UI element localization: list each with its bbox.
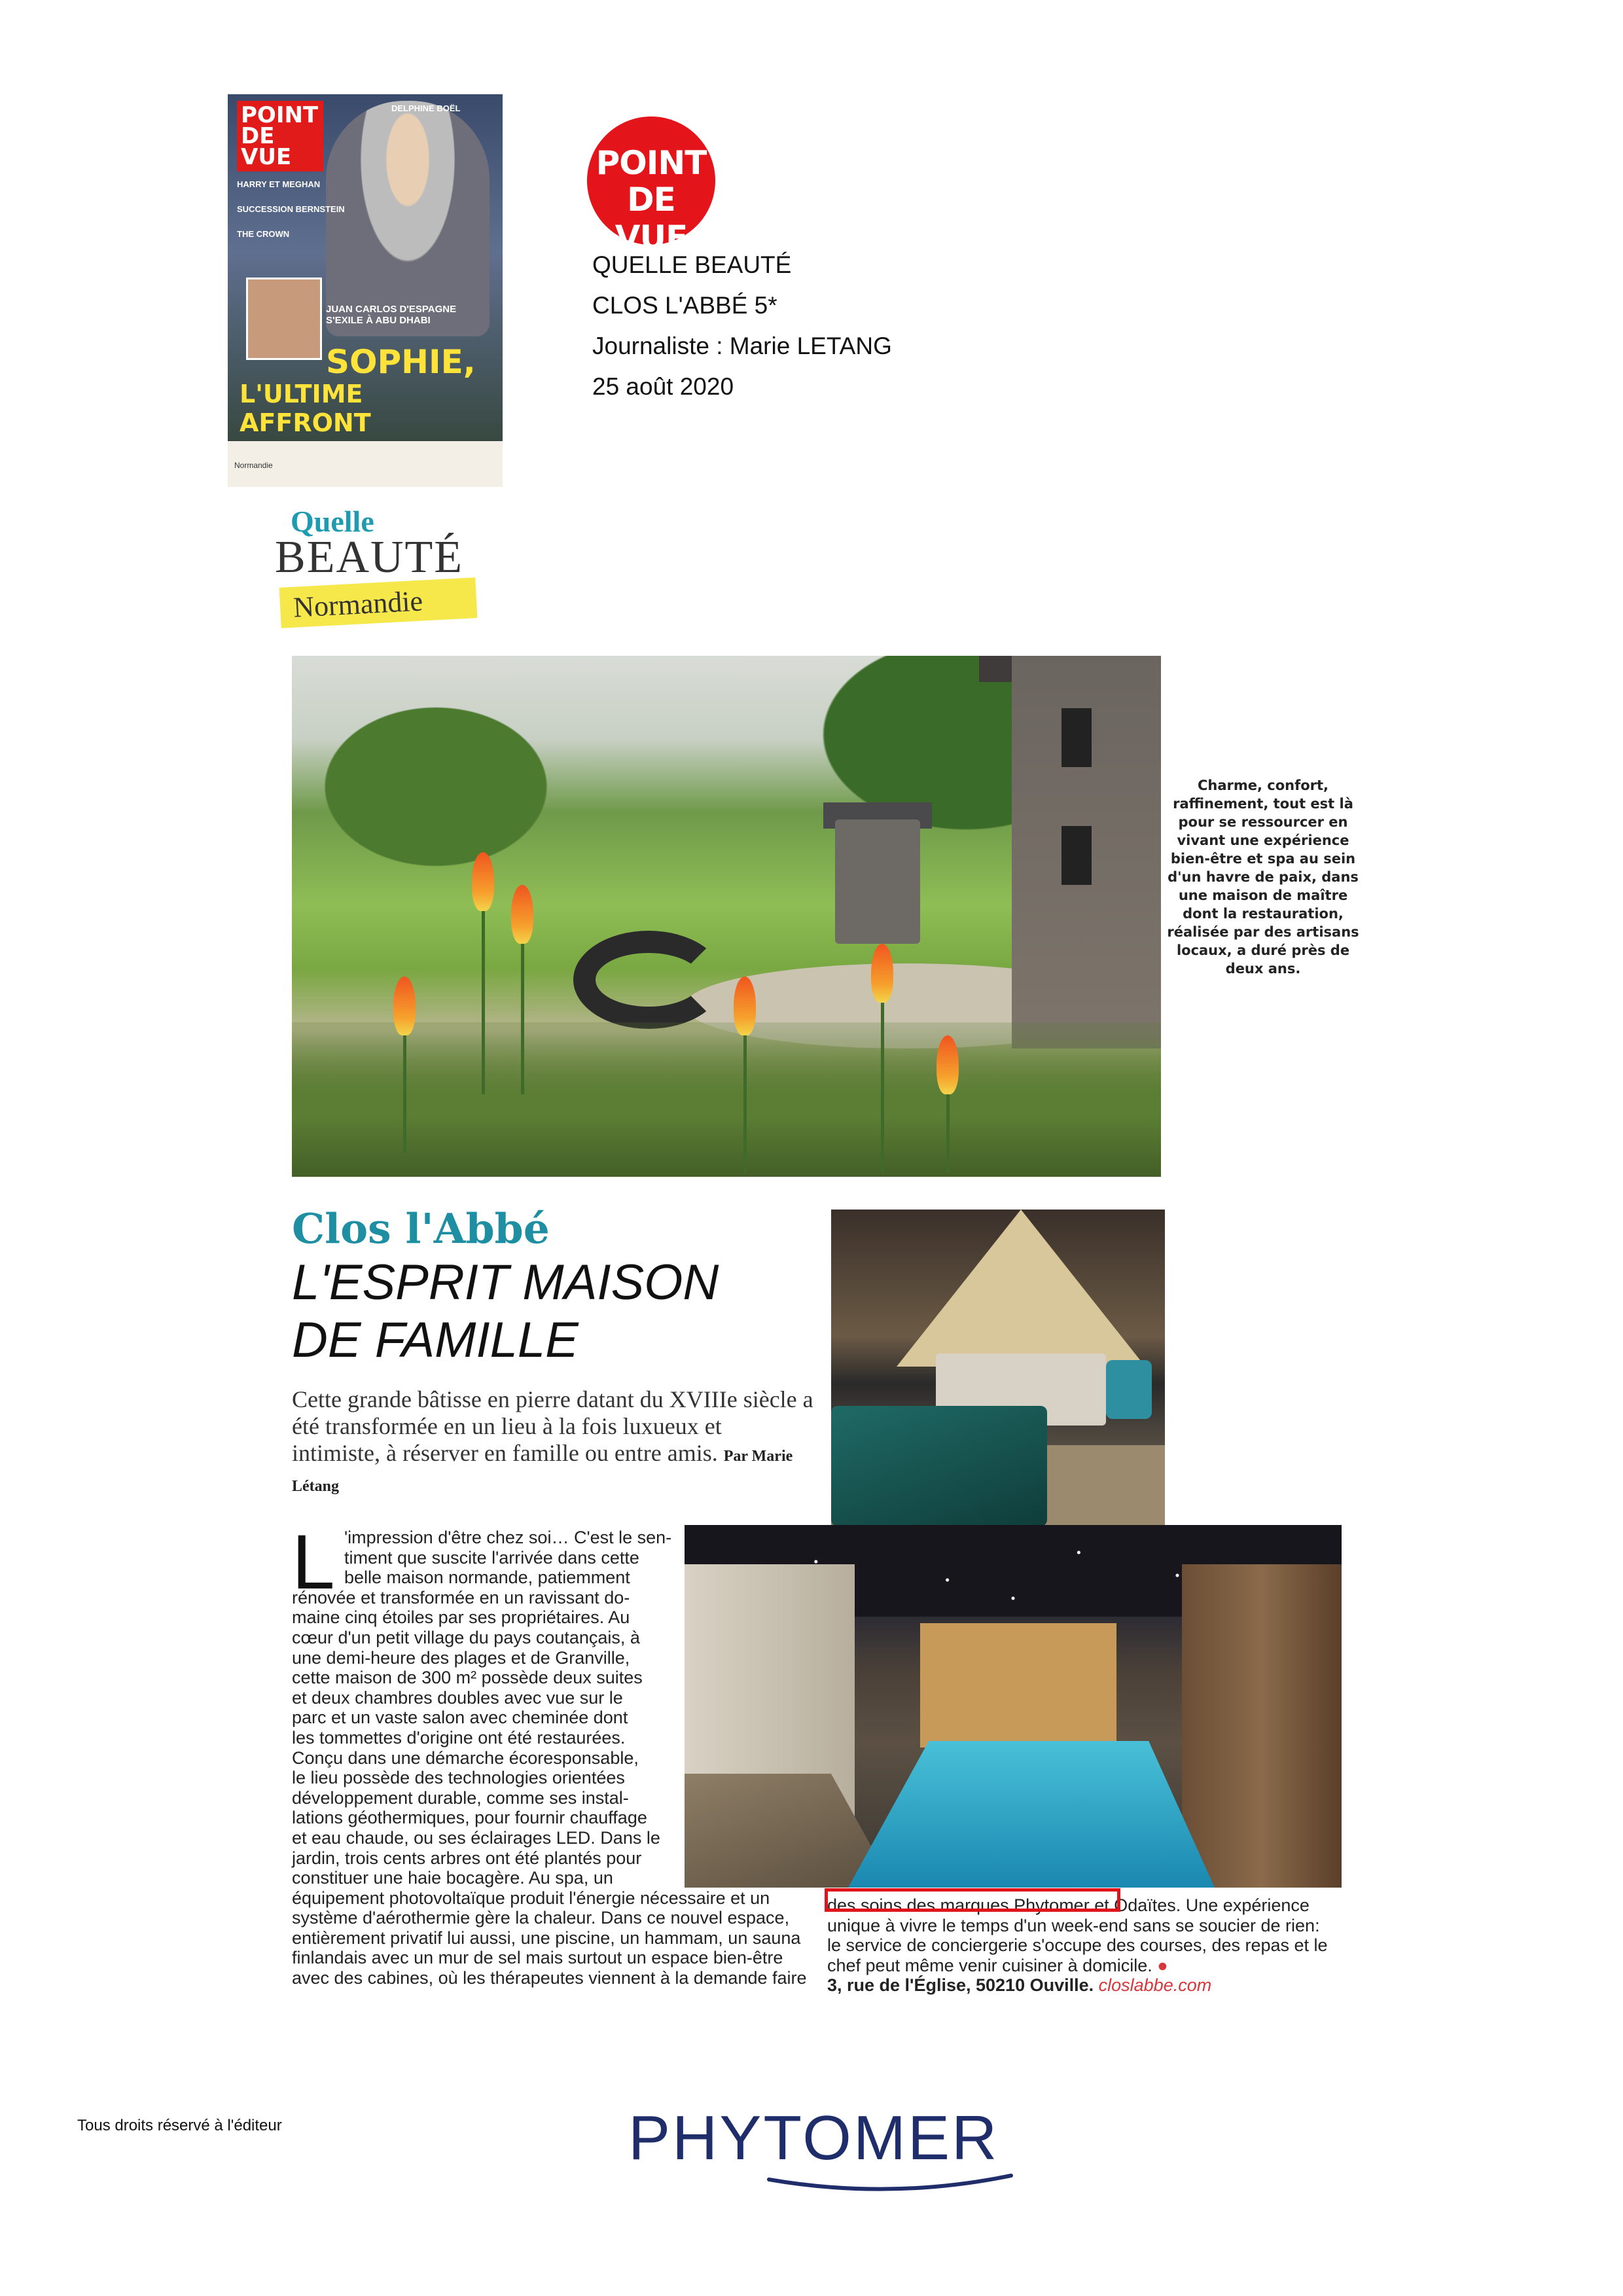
flower-stem [482, 898, 485, 1094]
cover-tag: DELPHINE BOËL [391, 103, 461, 113]
pv-logo-line1: POINT [596, 144, 707, 182]
body-line: cœur d'un petit village du pays coutançais, à [292, 1627, 640, 1647]
address: 3, rue de l'Église, 50210 Ouville. [827, 1975, 1094, 1996]
body-line: entièrement privatif lui aussi, une piscine, un hammam, un sauna [292, 1928, 801, 1948]
end-bullet: ● [1157, 1955, 1168, 1975]
body-line: rénovée et transformée en un ravissant do- [292, 1587, 630, 1607]
armchair [1106, 1360, 1152, 1419]
house-window [1061, 708, 1092, 767]
cover-headline-small: JUAN CARLOS D'ESPAGNE S'EXILE À ABU DHABI [326, 304, 457, 326]
body-line: équipement photovoltaïque produit l'énergie nécessaire et un [292, 1888, 770, 1908]
body-line: timent que suscite l'arrivée dans cette [344, 1547, 639, 1568]
article-subject: CLOS L'ABBÉ 5* [592, 292, 777, 319]
byline: Par Marie Létang [292, 1448, 793, 1495]
gable-ceiling [897, 1210, 1145, 1367]
lead-paragraph [292, 1386, 815, 1500]
flower-stem [521, 931, 524, 1094]
cover-strip-label: Normandie [234, 461, 273, 470]
pool-back-wall [920, 1623, 1116, 1748]
stone-well [835, 819, 920, 944]
tall-grass [292, 1022, 1161, 1177]
red-hot-poker-flower [734, 977, 756, 1035]
body-line: une demi-heure des plages et de Granville, [292, 1647, 630, 1668]
red-hot-poker-flower [511, 885, 533, 944]
cover-tag: HARRY ET MEGHAN [237, 179, 321, 189]
body-line: 'impression d'être chez soi… C'est le sen- [344, 1528, 672, 1547]
website-link[interactable]: closlabbe.com [1098, 1975, 1212, 1996]
body-line: unique à vivre le temps d'un week-end sans se soucier de rien: [827, 1915, 1320, 1935]
body-line: des soins des marques Phytomer et Odaïtes. Une expérience [827, 1895, 1310, 1915]
body-line: jardin, trois cents arbres ont été plantés pour [292, 1848, 642, 1868]
body-line: le lieu possède des technologies orientées [292, 1768, 625, 1788]
flower-stem [881, 990, 884, 1173]
journalist: Journaliste : Marie LETANG [592, 332, 892, 359]
headline-line2: DE FAMILLE [292, 1312, 579, 1368]
cover-tag: SUCCESSION BERNSTEIN [237, 204, 345, 214]
body-text-column [292, 1519, 810, 1988]
red-hot-poker-flower [936, 1035, 959, 1094]
lead-text: Cette grande bâtisse en pierre datant du XVIIIe siècle a été transformée en un lieu à la fois luxueux et intimiste, à réserver en famille ou entre amis. [292, 1386, 813, 1466]
body-line: parc et un vaste salon avec cheminée dont [292, 1708, 628, 1728]
flower-stem [743, 1022, 747, 1173]
cover-tag: THE CROWN [237, 229, 290, 239]
body-line: lations géothermiques, pour fournir chauffage [292, 1808, 647, 1828]
cover-logo-line1: POINT [241, 102, 319, 128]
garden-photo [292, 656, 1161, 1177]
body-line: et eau chaude, ou ses éclairages LED. Dans le [292, 1827, 660, 1848]
body-line: chef peut même venir cuisiner à domicile. [827, 1955, 1152, 1975]
flower-stem [403, 1022, 406, 1153]
body-line: et deux chambres doubles avec vue sur le [292, 1687, 623, 1708]
body-line-ending [827, 1956, 1344, 1976]
rubric-beaute: BEAUTÉ [275, 532, 464, 583]
phytomer-swoosh-icon [766, 2172, 1014, 2198]
rubric-quelle: Quelle [291, 505, 374, 538]
bedroom-photo [831, 1210, 1165, 1526]
body-line: finlandais avec un mur de sel mais surtout un espace bien-être [292, 1948, 783, 1968]
teal-throw [831, 1406, 1047, 1526]
body-line: les tommettes d'origine ont été restaurées. [292, 1727, 626, 1748]
copyright-notice: Tous droits réservé à l'éditeur [77, 2117, 282, 2134]
body-line: développement durable, comme ses instal- [292, 1787, 629, 1808]
article-title: Clos l'Abbé [292, 1204, 550, 1253]
rubric-normandie: Normandie [292, 584, 424, 624]
publication-date: 25 août 2020 [592, 373, 734, 400]
phytomer-highlight-box [825, 1888, 1120, 1912]
cover-headline-sub: L'ULTIME AFFRONT [240, 380, 371, 437]
body-line: le service de conciergerie s'occupe des courses, des repas et le [827, 1935, 1328, 1956]
cover-bottom-strip [228, 441, 503, 487]
address-line [827, 1975, 1344, 1996]
cover-logo-line2: DE VUE [241, 123, 292, 170]
red-hot-poker-flower [472, 852, 494, 911]
phytomer-logo: PHYTOMER [628, 2103, 999, 2173]
pv-logo-line2: DE VUE [615, 181, 688, 257]
section-name: QUELLE BEAUTÉ [592, 251, 792, 278]
body-line: avec des cabines, où les thérapeutes viennent à la demande faire [292, 1968, 807, 1988]
body-line: cette maison de 300 m² possède deux suites [292, 1668, 643, 1688]
metal-sculpture [573, 931, 724, 1029]
headline-line1: L'ESPRIT MAISON [292, 1255, 719, 1310]
cover-logo [237, 101, 323, 171]
body-line: constituer une haie bocagère. Au spa, un [292, 1868, 613, 1888]
body-line: belle maison normande, patiemment [344, 1568, 630, 1588]
cover-headline-main: SOPHIE, [326, 343, 476, 381]
house-window [1061, 826, 1092, 885]
stone-wall-right [1182, 1564, 1342, 1888]
rubric-normandie-tag [279, 577, 478, 628]
red-hot-poker-flower [871, 944, 893, 1003]
red-hot-poker-flower [393, 977, 416, 1035]
magazine-cover [228, 94, 503, 487]
pool-water [848, 1741, 1215, 1888]
cover-portrait [326, 101, 490, 336]
photo-caption: Charme, confort, raffinement, tout est là pour se ressourcer en vivant une expérience bien-être et spa au sein d'un havre de paix, dans une maison de maître dont la restauration, réalisée par des artisans locaux, a duré près de deux ans. [1167, 778, 1359, 977]
body-line: maine cinq étoiles par ses propriétaires. Au [292, 1607, 630, 1628]
point-de-vue-logo [587, 117, 715, 257]
cover-inset-photo [246, 278, 322, 360]
body-line: système d'aérothermie gère la chaleur. Dans ce nouvel espace, [292, 1908, 790, 1928]
drop-cap: L [292, 1519, 335, 1605]
body-line: Conçu dans une démarche écoresponsable, [292, 1748, 639, 1768]
